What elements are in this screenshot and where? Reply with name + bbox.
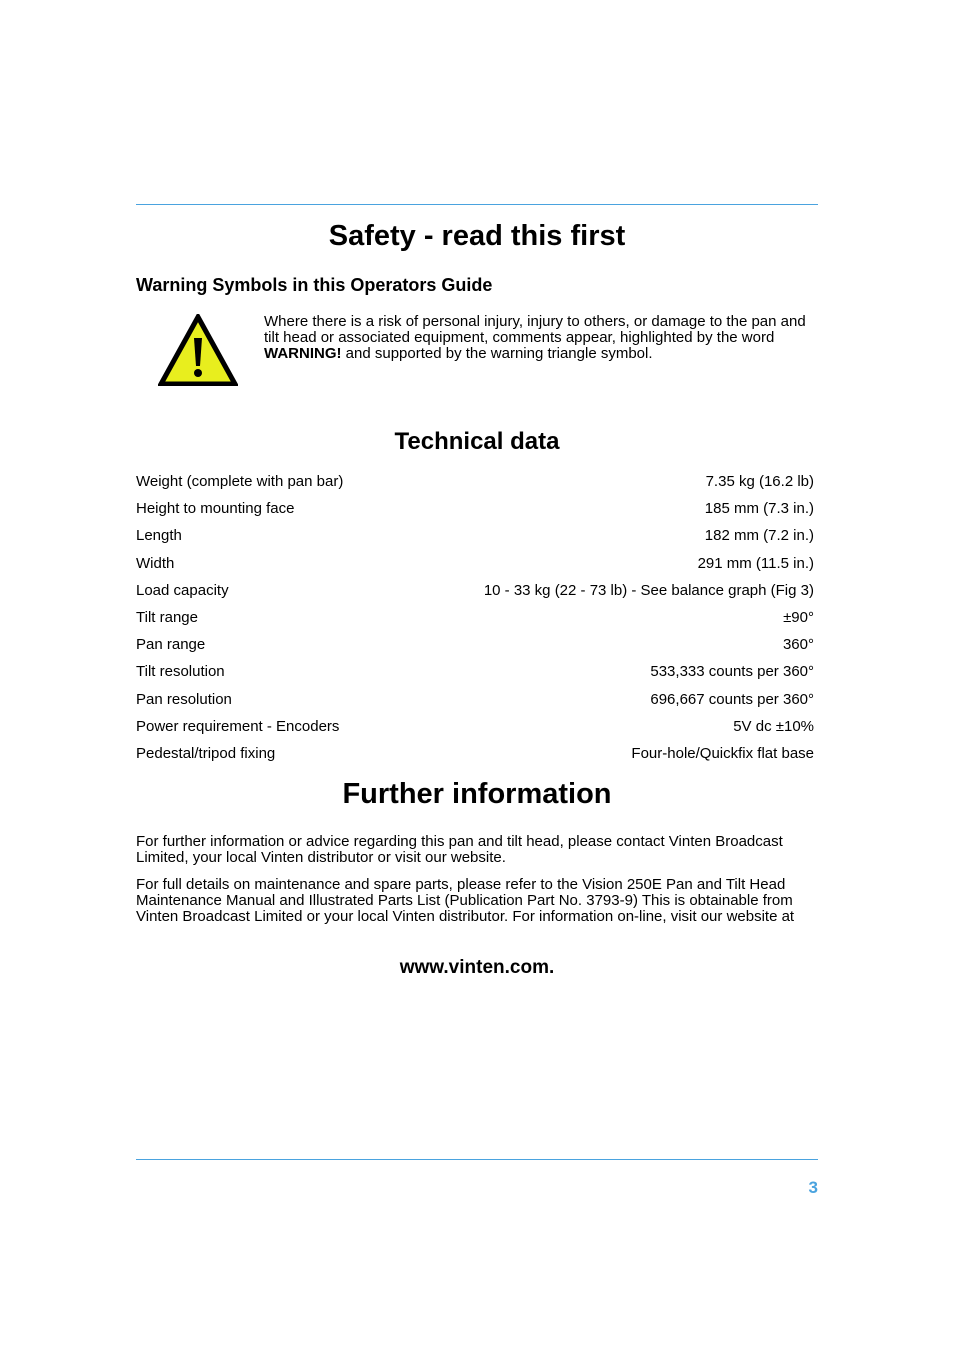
warning-triangle-icon: [158, 314, 238, 386]
spec-label: Power requirement - Encoders: [136, 717, 340, 735]
spec-label: Pan range: [136, 636, 206, 654]
top-divider: [136, 204, 818, 205]
spec-label: Weight (complete with pan bar): [136, 473, 344, 490]
technical-data-heading: Technical data: [394, 428, 560, 455]
spec-value: 185 mm (7.3 in.): [704, 500, 814, 518]
bottom-divider: [136, 1159, 818, 1160]
spec-label: Pedestal/tripod fixing: [136, 744, 276, 762]
website-link[interactable]: www.vinten.com.: [399, 957, 555, 978]
spec-label: Tilt range: [136, 608, 198, 626]
spec-label: Length: [136, 527, 182, 545]
warning-text-part-2: and supported by the warning triangle symbol.: [341, 345, 653, 362]
spec-value: Four-hole/Quickfix flat base: [631, 744, 814, 762]
further-information-heading: Further information: [342, 778, 612, 810]
spec-value: ±90°: [783, 608, 814, 626]
spec-value: 533,333 counts per 360°: [650, 663, 814, 681]
spec-label: Width: [136, 554, 175, 572]
spec-row: [136, 742, 814, 769]
spec-value: 5V dc ±10%: [733, 717, 814, 735]
page-title: Safety - read this first: [328, 220, 626, 252]
spec-row: [136, 552, 814, 579]
spec-row: [136, 633, 814, 660]
spec-row: [136, 660, 814, 687]
technical-data-table: [136, 470, 814, 769]
spec-value: 696,667 counts per 360°: [650, 690, 814, 708]
spec-label: Load capacity: [136, 581, 229, 599]
spec-label: Tilt resolution: [136, 663, 225, 681]
spec-row: [136, 524, 814, 551]
spec-row: [136, 606, 814, 633]
spec-row: [136, 688, 814, 715]
spec-label: Height to mounting face: [136, 500, 295, 518]
page-number: 3: [808, 1178, 818, 1197]
warning-symbols-heading: Warning Symbols in this Operators Guide: [136, 275, 493, 295]
spec-value: 10 - 33 kg (22 - 73 lb) - See balance graph (Fig 3): [483, 581, 814, 599]
warning-description: [264, 314, 820, 362]
spec-row: [136, 470, 814, 497]
further-info-paragraph-2: For full details on maintenance and spare parts, please refer to the Vision 250E Pan and Tilt Head Maintenance Manual and Illustrated Parts List (Publication Part No. 3793-9) This is obtainable from Vinten Broadcast Limited or your local Vinten distributor. For information on-line, visit our website at: [136, 876, 795, 925]
spec-value: 291 mm (11.5 in.): [697, 554, 814, 572]
spec-row: [136, 579, 814, 606]
spec-value: 360°: [782, 636, 814, 654]
spec-value: 182 mm (7.2 in.): [704, 527, 814, 545]
spec-row: [136, 715, 814, 742]
warning-keyword: WARNING!: [264, 345, 342, 362]
spec-value: 7.35 kg (16.2 lb): [705, 473, 814, 490]
further-info-paragraph-1: For further information or advice regarding this pan and tilt head, please contact Vinten Broadcast Limited, your local Vinten distributor or visit our website.: [136, 833, 783, 866]
spec-label: Pan resolution: [136, 690, 232, 708]
spec-row: [136, 497, 814, 524]
warning-text-part-1: Where there is a risk of personal injury, injury to others, or damage to the pan and tilt head or associated equipment, comments appear, highlighted by the word: [264, 313, 806, 346]
